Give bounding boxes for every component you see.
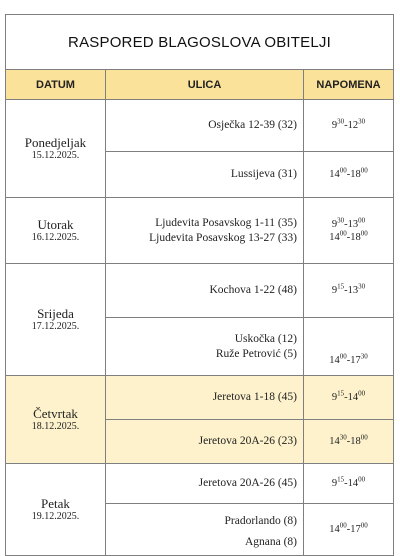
table-row — [6, 376, 394, 420]
street-name: Ljudevita Posavskog 13-27 (33) — [149, 231, 297, 244]
time-range: $14^{00}-18^{00}$ — [329, 166, 368, 180]
time-cell — [304, 100, 394, 152]
end-minute: 30 — [358, 282, 366, 291]
end-minute: 00 — [360, 166, 368, 175]
day-name: Četvrtak — [33, 406, 78, 421]
street-name: Agnana (8) — [244, 536, 297, 548]
start-minute: 00 — [339, 352, 347, 361]
street-cell — [106, 264, 304, 318]
page-title: RASPORED BLAGOSLOVA OBITELJI — [6, 15, 394, 70]
start-hour: 9 — [331, 478, 338, 489]
day-date: 15.12.2025. — [31, 150, 80, 161]
start-hour: 14 — [329, 355, 340, 366]
day-name: Petak — [41, 496, 70, 511]
end-hour: 17 — [350, 524, 361, 535]
end-minute: 30 — [360, 352, 368, 361]
time-cell — [304, 152, 394, 198]
table-row — [6, 264, 394, 318]
start-minute: 00 — [339, 521, 347, 530]
day-name: Ponedjeljak — [24, 135, 87, 150]
time-range: $14^{00}-17^{30}$ — [329, 352, 368, 366]
day-date: 19.12.2025. — [31, 511, 80, 522]
header-ulica: ULICA — [106, 70, 304, 100]
street-name: Jeretova 1-18 (45) — [212, 391, 297, 403]
start-hour: 14 — [329, 169, 340, 180]
start-hour: 9 — [331, 285, 338, 296]
start-hour: 9 — [331, 120, 338, 131]
start-hour: 9 — [331, 218, 338, 230]
start-minute: 00 — [339, 229, 347, 237]
end-hour: 13 — [347, 218, 359, 230]
time-range: $9^{15}-14^{00}$ — [331, 389, 366, 403]
end-minute: 00 — [358, 475, 366, 484]
street-cell — [106, 100, 304, 152]
start-hour: 14 — [329, 524, 340, 535]
end-hour: 18 — [350, 231, 361, 243]
street-cell — [106, 420, 304, 464]
end-minute: 00 — [360, 433, 368, 442]
start-minute: 30 — [337, 117, 345, 126]
time-cell — [304, 504, 394, 556]
table-row — [6, 464, 394, 504]
time-cell — [304, 198, 394, 264]
time-cell — [304, 464, 394, 504]
end-hour: 14 — [347, 392, 359, 403]
end-minute: 00 — [358, 389, 366, 398]
end-hour: 12 — [347, 120, 359, 131]
end-hour: 18 — [350, 169, 361, 180]
start-minute: 30 — [339, 433, 347, 442]
start-minute: 15 — [337, 282, 345, 291]
street-name: Pradorlando (8) — [224, 515, 297, 527]
time-range: $9^{15}-14^{00}$ — [331, 475, 366, 489]
street-name: Kochova 1-22 (48) — [209, 284, 297, 296]
header-napomena: NAPOMENA — [304, 70, 394, 100]
end-hour: 13 — [347, 285, 359, 296]
time-cell — [304, 420, 394, 464]
street-name: Ruže Petrović (5) — [215, 347, 297, 360]
table-row — [6, 198, 394, 264]
street-name: Jeretova 20A-26 (45) — [198, 477, 297, 489]
street-cell — [106, 152, 304, 198]
end-minute: 00 — [358, 216, 366, 224]
time-range: $9^{30}-13^{00}$ — [331, 216, 366, 230]
street-cell — [106, 198, 304, 264]
day-cell — [6, 376, 106, 464]
day-cell — [6, 464, 106, 556]
street-name: Ljudevita Posavskog 1-11 (35) — [155, 216, 297, 229]
day-date: 18.12.2025. — [31, 421, 80, 432]
time-cell — [304, 376, 394, 420]
time-range: $9^{15}-13^{30}$ — [331, 282, 366, 296]
day-cell — [6, 100, 106, 198]
end-hour: 14 — [347, 478, 359, 489]
street-name: Uskočka (12) — [234, 332, 297, 345]
schedule-table — [5, 14, 394, 556]
header-datum: DATUM — [6, 70, 106, 100]
time-cell — [304, 318, 394, 376]
end-minute: 30 — [358, 117, 366, 126]
start-minute: 15 — [337, 475, 345, 484]
time-range: $14^{00}-18^{00}$ — [329, 229, 368, 243]
time-range: $14^{30}-18^{00}$ — [329, 433, 368, 447]
day-name: Utorak — [37, 217, 74, 232]
end-minute: 00 — [360, 229, 368, 237]
street-name: Lussijeva (31) — [230, 168, 297, 180]
time-cell — [304, 264, 394, 318]
street-name: Osječka 12-39 (32) — [208, 119, 297, 131]
day-name: Srijeda — [37, 306, 74, 321]
start-hour: 9 — [331, 392, 338, 403]
time-range: $9^{30}-12^{30}$ — [331, 117, 366, 131]
end-hour: 17 — [350, 355, 361, 366]
start-minute: 00 — [339, 166, 347, 175]
day-cell — [6, 264, 106, 376]
street-cell — [106, 464, 304, 504]
street-cell — [106, 504, 304, 556]
start-hour: 14 — [329, 436, 340, 447]
street-name: Jeretova 20A-26 (23) — [198, 435, 297, 447]
street-cell — [106, 376, 304, 420]
start-hour: 14 — [329, 231, 340, 243]
day-cell — [6, 198, 106, 264]
end-minute: 00 — [360, 521, 368, 530]
day-date: 17.12.2025. — [31, 321, 80, 332]
end-hour: 18 — [350, 436, 361, 447]
table-row — [6, 100, 394, 152]
start-minute: 15 — [337, 389, 345, 398]
start-minute: 30 — [337, 216, 345, 224]
header-row — [6, 70, 394, 100]
time-range: $14^{00}-17^{00}$ — [329, 521, 368, 535]
day-date: 16.12.2025. — [31, 232, 80, 243]
street-cell — [106, 318, 304, 376]
